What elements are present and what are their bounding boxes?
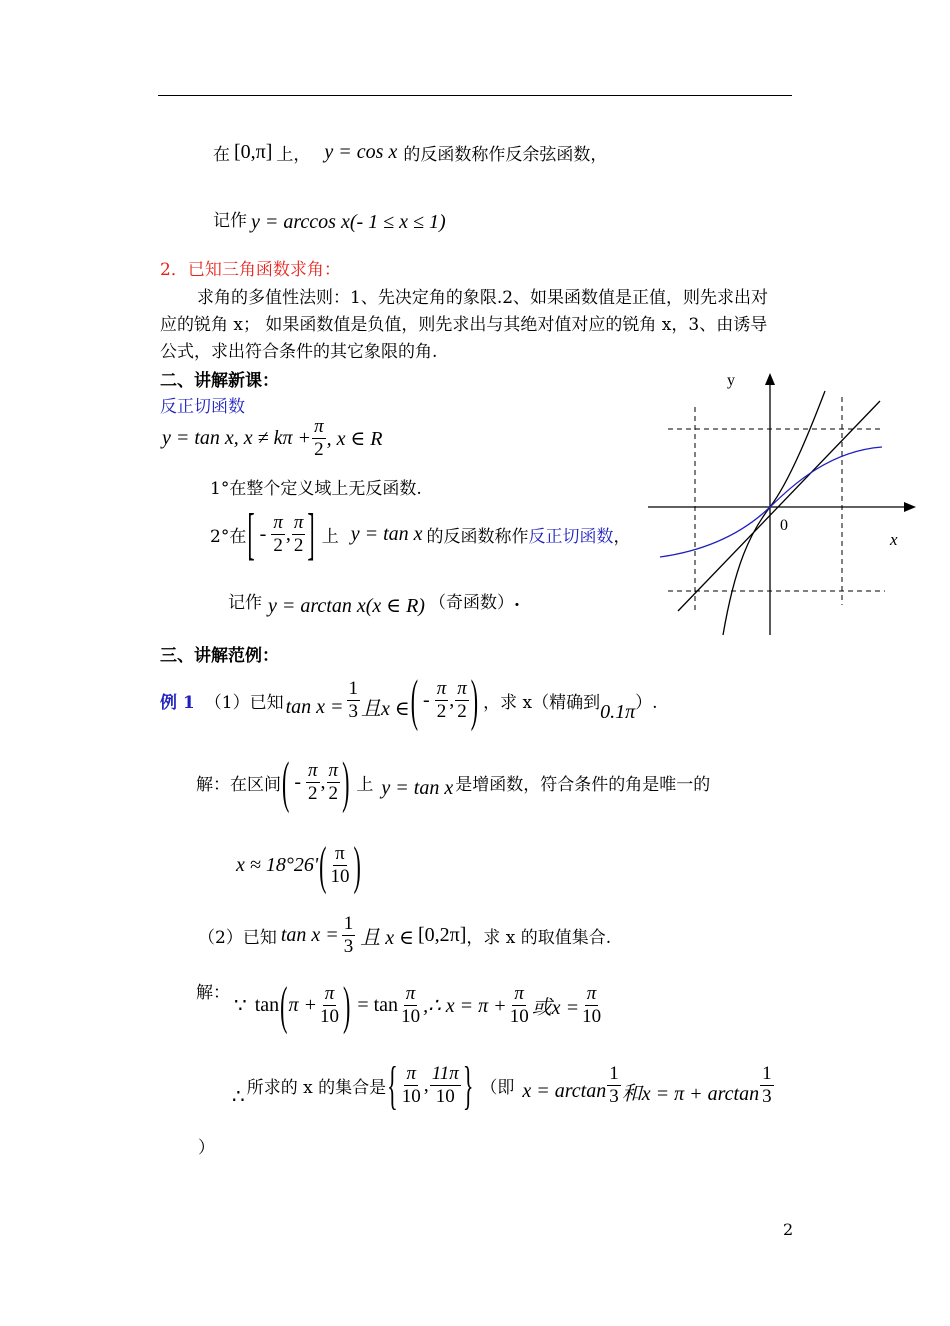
fraction (400, 1063, 423, 1108)
formula: tan (254, 994, 280, 1016)
paren: ) (343, 974, 351, 1035)
text: ）. (635, 693, 658, 713)
fraction (328, 843, 351, 888)
numerator: π (328, 760, 339, 781)
therefore-symbol: ∴ (232, 1086, 245, 1108)
text: 记作 (213, 211, 247, 231)
arctan-curve (660, 447, 882, 557)
arctan-notation (228, 583, 520, 618)
text: 上， (276, 145, 311, 165)
text: 所求的 x 的集合是 (246, 1078, 387, 1098)
denominator: 10 (330, 866, 350, 887)
solution-1 (196, 748, 711, 814)
denominator: 10 (401, 1006, 421, 1027)
tan-curve (723, 391, 825, 635)
numerator: π (273, 512, 283, 533)
fraction (430, 1063, 461, 1108)
paren: ( (319, 834, 327, 895)
fraction (342, 913, 356, 958)
text: 上 (356, 775, 374, 795)
numerator: π (324, 983, 335, 1004)
minus: - (423, 689, 430, 711)
y-label: y (727, 372, 735, 389)
text: ，求 x 的取值集合. (466, 928, 612, 948)
text: （1）已知 (204, 693, 284, 713)
formula: π + (288, 994, 318, 1016)
denominator: 2 (328, 783, 339, 804)
numerator: 1 (609, 1063, 619, 1084)
denominator: 10 (401, 1086, 421, 1107)
fraction (760, 1063, 774, 1108)
x-label: x (890, 530, 898, 549)
fraction (347, 678, 361, 723)
denominator: 3 (762, 1086, 772, 1107)
paren: ) (353, 834, 361, 895)
numerator: π (436, 678, 447, 699)
fraction (508, 983, 531, 1028)
brace: { (387, 1054, 398, 1115)
comma: , (449, 689, 455, 711)
text: 解：在区间 (196, 775, 281, 795)
formula: y = cos x (324, 141, 398, 163)
fraction (580, 983, 603, 1028)
text: 2°在 (210, 527, 247, 547)
formula: 且 x ∈ (360, 927, 414, 949)
text: . (513, 590, 520, 611)
point-1: 1°在整个定义域上无反函数. (210, 479, 422, 499)
denominator: 3 (343, 936, 354, 957)
formula: , x ∈ R (326, 428, 383, 450)
denominator: 2 (273, 535, 283, 556)
closing-paren: ） (198, 1138, 215, 1158)
comma: , (320, 771, 326, 793)
fraction (312, 416, 326, 461)
text: （2）已知 (198, 928, 277, 948)
formula: y = tan x (381, 777, 454, 799)
denominator: 2 (436, 701, 447, 722)
fraction (271, 512, 285, 557)
interval: [0,2π] (417, 924, 467, 946)
text: ， (613, 527, 631, 547)
formula: 且x ∈ (361, 698, 410, 720)
numerator: π (406, 1063, 416, 1084)
numerator: π (586, 983, 597, 1004)
numerator: π (457, 678, 467, 699)
denominator: 10 (582, 1006, 602, 1027)
solution-set (232, 1054, 775, 1115)
para-line: 求角的多值性法则：1、先决定角的象限.2、如果函数值是正值，则先求出对 (197, 288, 769, 308)
origin-label: 0 (780, 517, 788, 534)
term-arctan: 反正切函数 (528, 527, 614, 547)
formula: tan x = (280, 924, 339, 946)
brace: } (462, 1054, 474, 1115)
x-axis-arrow (904, 502, 916, 512)
formula: ,∴ x = π + (423, 995, 507, 1017)
text: （奇函数） (428, 593, 514, 613)
bracket: ] (307, 500, 315, 566)
para-line: 应的锐角 x； 如果函数值是负值，则先求出与其绝对值对应的锐角 x，3、由诱导 (160, 315, 768, 335)
fraction (318, 983, 341, 1028)
heading-examples: 三、讲解范例： (160, 646, 279, 666)
denominator: 2 (314, 439, 324, 460)
example-1 (160, 666, 658, 732)
numerator: 1 (343, 913, 354, 934)
heading-new-lesson: 二、讲解新课： (160, 371, 279, 391)
fraction (327, 760, 341, 805)
numerator: π (405, 983, 416, 1004)
precision: 0.1π (600, 701, 636, 723)
numerator: π (308, 760, 318, 781)
denominator: 2 (293, 535, 304, 556)
denominator: 10 (435, 1086, 455, 1107)
formula: x ≈ 18°26' (236, 854, 319, 876)
subtitle-arctan: 反正切函数 (160, 397, 245, 417)
paren: ) (470, 666, 479, 732)
denominator: 3 (609, 1086, 619, 1107)
example-1-part-2 (198, 913, 611, 958)
paren: ( (410, 666, 419, 732)
fraction (455, 678, 469, 723)
minus: - (259, 523, 267, 545)
fraction (607, 1063, 621, 1108)
numerator: 11π (431, 1063, 459, 1084)
bracket: [ (247, 500, 255, 566)
denominator: 2 (457, 701, 467, 722)
numerator: π (335, 843, 345, 864)
arccos-notation (213, 203, 446, 234)
text: 是增函数，符合条件的角是唯一的 (455, 775, 711, 795)
paren: ( (282, 748, 290, 814)
text: ，求 x（精确到 (483, 693, 601, 713)
numerator: 1 (762, 1063, 772, 1084)
formula: y = tan x, x ≠ kπ + (162, 427, 312, 449)
formula: 和x = π + arctan (621, 1083, 760, 1105)
text: 在 (213, 145, 230, 165)
formula: tan x = (285, 696, 344, 718)
denominator: 10 (320, 1006, 340, 1027)
formula: x = arctan (522, 1080, 607, 1102)
text: 解： (196, 983, 230, 1003)
page-number: 2 (783, 1220, 794, 1239)
interval: [0,π] (234, 141, 273, 163)
text: 上 (321, 527, 339, 547)
y-axis-arrow (765, 373, 775, 385)
text: （即 (480, 1078, 515, 1098)
because-symbol: ∵ (234, 995, 247, 1017)
heading-2: 2．已知三角函数求角： (160, 260, 341, 280)
numerator: π (314, 416, 324, 437)
formula: y = arctan x(x ∈ R) (268, 595, 425, 617)
text: 的反函数称作 (426, 527, 529, 547)
tan-definition (162, 416, 383, 461)
fraction (292, 512, 306, 557)
fraction (306, 760, 320, 805)
text: 记作 (228, 593, 262, 613)
example-label: 例 1 (160, 693, 195, 713)
numerator: 1 (348, 678, 359, 699)
point-2 (210, 500, 631, 566)
result-1 (236, 834, 362, 895)
formula: 或x = (531, 997, 580, 1019)
fraction (399, 983, 422, 1028)
comma: , (423, 1074, 429, 1096)
denominator: 3 (348, 701, 359, 722)
formula: y = tan x (350, 523, 423, 545)
arctan-graph (640, 365, 930, 645)
formula: y = arccos x(- 1 ≤ x ≤ 1) (251, 211, 446, 233)
arccos-line (213, 140, 607, 165)
solution-2 (196, 974, 604, 1035)
paren: ) (342, 748, 350, 814)
paren: ( (280, 974, 288, 1035)
header-rule (158, 95, 792, 96)
line-y-equals-x (678, 401, 880, 611)
text: 的反函数称作反余弦函数， (403, 145, 608, 165)
numerator: π (293, 512, 304, 533)
minus: - (294, 771, 301, 793)
numerator: π (514, 983, 524, 1004)
comma: , (285, 523, 291, 545)
denominator: 10 (509, 1006, 529, 1027)
para-line: 公式，求出符合条件的其它象限的角. (160, 342, 438, 362)
fraction (435, 678, 449, 723)
denominator: 2 (308, 783, 318, 804)
formula: = tan (357, 994, 399, 1016)
